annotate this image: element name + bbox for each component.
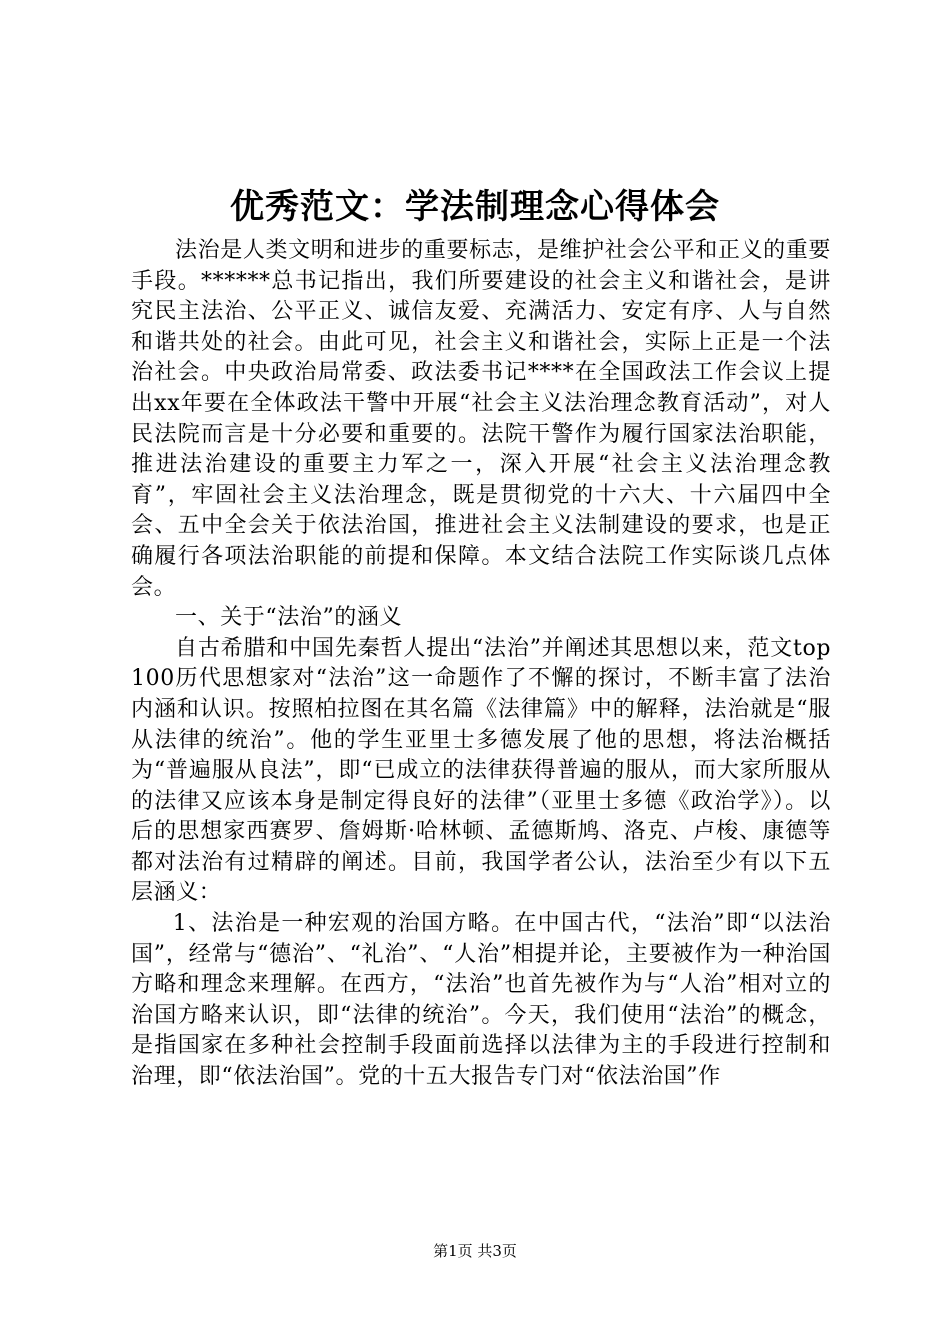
paragraph-history: 自古希腊和中国先秦哲人提出“法治”并阐述其思想以来，范文top100历代思想家对“法治”这一命题作了不懈的探讨，不断丰富了法治内涵和认识。按照柏拉图在其名篇《法律篇》中的解释，法治就是“服从法律的统治”。他的学生亚里士多德发展了他的思想，将法治概括为“普遍服从良法”，即“已成立的法律获得普遍的服从，而大家所服从的法律又应该本身是制定得良好的法律”（亚里士多德《政治学》）。以后的思想家西赛罗、詹姆斯·哈林顿、孟德斯鸠、洛克、卢梭、康德等都对法治有过精辟的阐述。目前，我国学者公认，法治至少有以下五层涵义： [131,635,831,906]
document-body [131,236,831,1093]
document-title: 优秀范文：学法制理念心得体会 [230,187,720,227]
paragraph-intro: 法治是人类文明和进步的重要标志，是维护社会公平和正义的重要手段。******总书记指出，我们所要建设的社会主义和谐社会，是讲究民主法治、公平正义、诚信友爱、充满活力、安定有序、人与自然和谐共处的社会。由此可见，社会主义和谐社会，实际上正是一个法治社会。中央政治局常委、政法委书记****在全国政法工作会议上提出xx年要在全体政法干警中开展“社会主义法治理念教育活动”，对人民法院而言是十分必要和重要的。法院干警作为履行国家法治职能，推进法治建设的重要主力军之一，深入开展“社会主义法治理念教育”，牢固社会主义法治理念，既是贯彻党的十六大、十六届四中全会、五中全会关于依法治国，推进社会主义法制建设的要求，也是正确履行各项法治职能的前提和保障。本文结合法院工作实际谈几点体会。 [131,238,831,600]
paragraph-point-1: 1、法治是一种宏观的治国方略。在中国古代，“法治”即“以法治国”，经常与“德治”、“礼治”、“人治”相提并论，主要被作为一种治国方略和理念来理解。在西方，“法治”也首先被作为与“人治”相对立的治国方略来认识，即“法律的统治”。今天，我们使用“法治”的概念，是指国家在多种社会控制手段面前选择以法律为主的手段进行控制和治理，即“依法治国”。党的十五大报告专门对“依法治国”作 [131,911,831,1090]
section-heading-1: 一、关于“法治”的涵义 [175,605,403,631]
page-footer [0,1241,950,1261]
page-number-label: 第1页 共3页 [433,1242,517,1260]
